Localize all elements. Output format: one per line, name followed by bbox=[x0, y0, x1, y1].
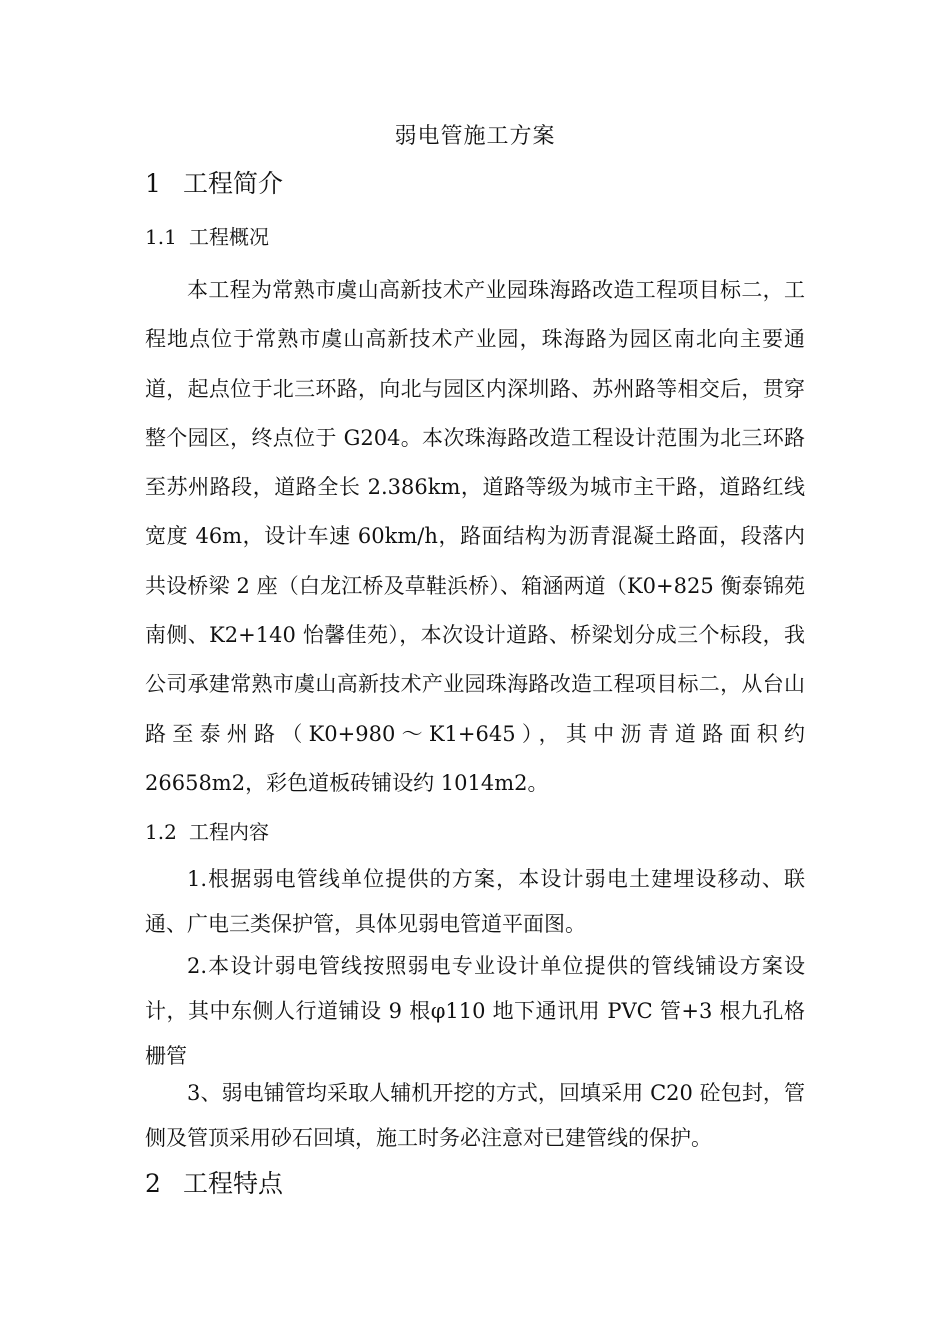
content-item-2: 2.本设计弱电管线按照弱电专业设计单位提供的管线铺设方案设计，其中东侧人行道铺设 9 根φ110 地下通讯用 PVC 管+3 根九孔格栅管 bbox=[145, 954, 805, 1068]
section-title: 工程特点 bbox=[183, 1169, 284, 1198]
section-title: 工程简介 bbox=[183, 169, 284, 198]
section-1-2-heading bbox=[145, 818, 269, 846]
section-title: 工程内容 bbox=[189, 820, 269, 844]
content-item-1: 1.根据弱电管线单位提供的方案，本设计弱电土建埋设移动、联通、广电三类保护管，具体见弱电管道平面图。 bbox=[145, 867, 805, 936]
document-title: 弱电管施工方案 bbox=[394, 124, 556, 149]
section-number: 1.1 bbox=[145, 225, 177, 249]
overview-paragraph: 本工程为常熟市虞山高新技术产业园珠海路改造工程项目标二，工程地点位于常熟市虞山高新技术产业园，珠海路为园区南北向主要通道，起点位于北三环路，向北与园区内深圳路、苏州路等相交后，贯穿整个园区，终点位于 G204。本次珠海路改造工程设计范围为北三环路至苏州路段，道路全长 2.386km，道路等级为城市主干路，道路红线宽度 46m，设计车速 60km/h，路面结构为沥青混凝土路面，段落内共设桥梁 2 座（白龙江桥及草鞋浜桥）、箱涵两道（K0+825 衡泰锦苑南侧、K2+140 怡馨佳苑），本次设计道路、桥梁划分成三个标段，我公司承建常熟市虞山高新技术产业园珠海路改造工程项目标二，从台山路至泰州路（K0+980～K1+645），其中沥青道路面积约 26658m2，彩色道板砖铺设约 1014m2。 bbox=[145, 278, 805, 795]
section-1-1-heading bbox=[145, 223, 269, 251]
section-title: 工程概况 bbox=[189, 225, 269, 249]
section-number: 1 bbox=[145, 169, 161, 198]
content-item-3: 3、弱电铺管均采取人辅机开挖的方式，回填采用 C20 砼包封，管侧及管顶采用砂石回填，施工时务必注意对已建管线的保护。 bbox=[145, 1081, 805, 1150]
section-number: 2 bbox=[145, 1169, 161, 1198]
section-number: 1.2 bbox=[145, 820, 177, 844]
section-1-heading bbox=[145, 168, 283, 200]
section-2-heading bbox=[145, 1168, 283, 1200]
